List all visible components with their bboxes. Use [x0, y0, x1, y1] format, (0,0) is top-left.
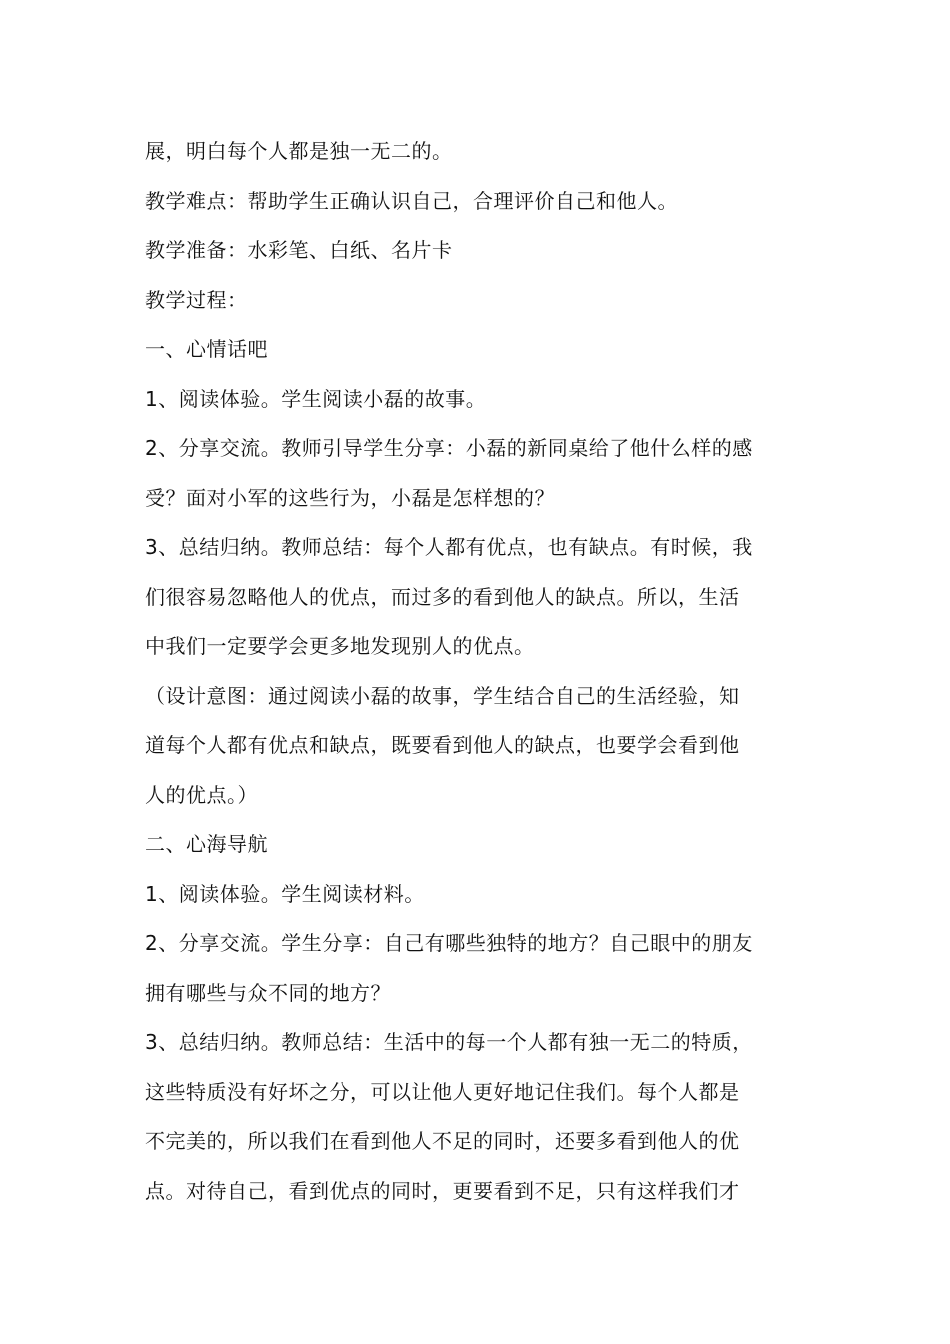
text-line: 展，明白每个人都是独一无二的。 — [145, 139, 453, 163]
text-line: 这些特质没有好坏之分，可以让他人更好地记住我们。每个人都是 — [145, 1079, 740, 1104]
text-line: 中我们一定要学会更多地发现别人的优点。 — [145, 634, 535, 658]
text-line: 拥有哪些与众不同的地方？ — [145, 980, 391, 1005]
text-line: 3、总结归纳。教师总结：生活中的每一个人都有独一无二的特质， — [145, 1030, 753, 1054]
text-line: 们很容易忽略他人的优点，而过多的看到他人的缺点。所以，生活 — [145, 584, 740, 609]
text-line: 不完美的，所以我们在看到他人不足的同时，还要多看到他人的优 — [145, 1129, 740, 1153]
text-line: 教学准备：水彩笔、白纸、名片卡 — [145, 238, 453, 262]
text-line: 1、阅读体验。学生阅读材料。 — [145, 881, 425, 906]
text-line: 人的优点。） — [145, 782, 258, 807]
text-line: 点。对待自己，看到优点的同时，更要看到不足，只有这样我们才 — [145, 1178, 740, 1203]
text-line: （设计意图：通过阅读小磊的故事，学生结合自己的生活经验，知 — [145, 683, 740, 708]
text-line: 1、阅读体验。学生阅读小磊的故事。 — [145, 386, 487, 411]
document-body — [145, 131, 810, 1220]
text-line: 3、总结归纳。教师总结：每个人都有优点，也有缺点。有时候，我 — [145, 535, 753, 559]
section-heading: 一、心情话吧 — [145, 337, 268, 361]
text-line: 道每个人都有优点和缺点，既要看到他人的缺点，也要学会看到他 — [145, 733, 740, 757]
text-line: 教学难点：帮助学生正确认识自己，合理评价自己和他人。 — [145, 188, 678, 213]
text-line: 受？面对小军的这些行为，小磊是怎样想的？ — [145, 485, 555, 510]
section-label: 教学过程： — [145, 287, 248, 312]
section-heading: 二、心海导航 — [145, 832, 268, 856]
text-line: 2、分享交流。学生分享：自己有哪些独特的地方？自己眼中的朋友 — [145, 931, 753, 955]
text-line: 2、分享交流。教师引导学生分享：小磊的新同桌给了他什么样的感 — [145, 436, 753, 460]
